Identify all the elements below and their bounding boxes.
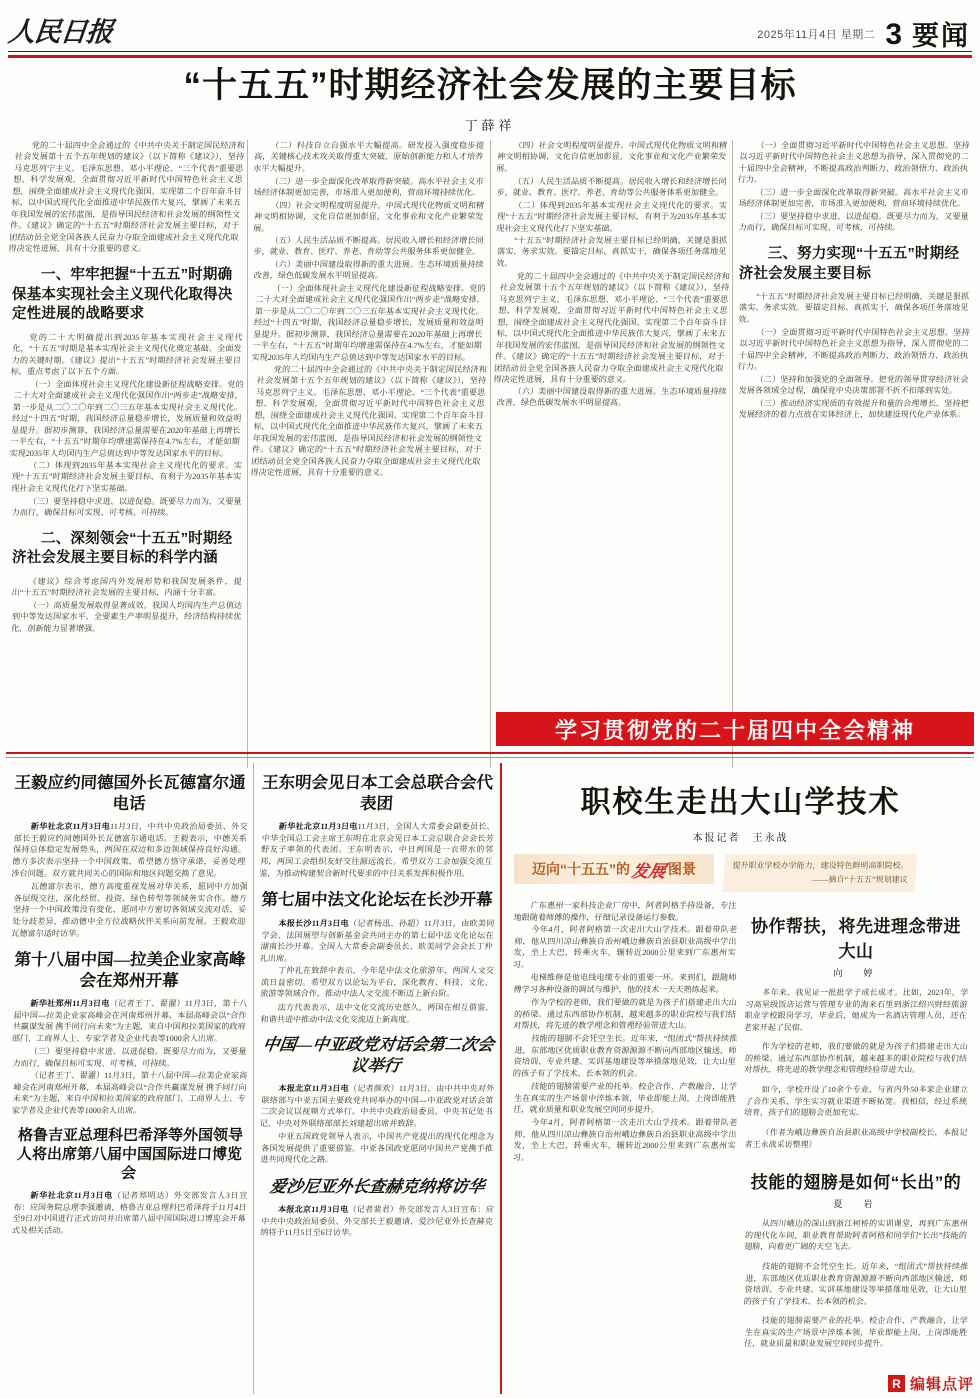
paragraph: （三）进一步全面深化改革取得新突破。高水平社会主义市场经济体制更加完善，市场准入更加便利，营商环境持续优化。 (738, 188, 969, 209)
paragraph: （五）人民生活品质不断提高。居民收入增长和经济增长同步，就业、教育、医疗、养老、育幼等公共服务体系更加健全。 (253, 236, 485, 257)
dateline: 本报长沙11月3日电 (278, 918, 350, 928)
article-text: 瓦德富尔表示，德方高度重视发展对华关系，愿同中方加强各层级交往，深化经贸、投资、绿色转型等领域务实合作。德方坚持一个中国政策没有变化，愿同中方密切各领域交流对话，妥处分歧差异，推动德中全方位战略伙伴关系向前发展。王毅欢迎瓦德富尔适时访华。 (11, 881, 248, 938)
article-body (259, 1083, 494, 1130)
feature-byline: 本报记者 王永战 (692, 833, 789, 844)
campaign-banner (496, 712, 974, 746)
feature-paragraph: 作为学校的老师，我们要做的就是为孩子们搭建走出大山的桥梁。通过东西部协作机制，越来越多的职业院校与我们结对帮扶，将先进的教学理念和管理经验带进大山。 (512, 997, 738, 1031)
sub-article-headline[interactable]: 技能的翅膀是如何“长出”的 (750, 1173, 962, 1193)
lead-intro: 党的二十届四中全会通过的《中共中央关于制定国民经济和社会发展第十五个五年规划的建议》（以下简称《建议》），坚持马克思列宁主义、毛泽东思想、邓小平理论、“三个代表”重要思想、科学发展观，全面贯彻习近平新时代中国特色社会主义思想，围绕全面建成社会主义现代化强国、实现第二个百年奋斗目标，以中国式现代化全面推进中华民族伟大复兴，擘画了未来五年我国发展的宏伟蓝图，是指导国民经济和社会发展的纲领性文件。《建议》确定的“十五五”时期经济社会发展主要目标，对于团结动员全党全国各族人民奋力夺取全面建成社会主义现代化取得决定性进展，具有十分重要的意义。 (8, 141, 246, 254)
article-body (259, 918, 494, 965)
sub-article-headline[interactable]: 协作帮扶，将先进理念带进大山 (751, 917, 961, 961)
publication-date: 2025年11月4日 星期二 (757, 29, 876, 41)
sub-article-paragraph: 如今，学校开设了10余个专业，与省内外50多家企业建立了合作关系，学生实习就业渠道不断拓宽。我相信，经过系统培育，孩子们的翅膀会更加充实。 (743, 1085, 969, 1118)
paragraph: （五）人民生活品质不断提高。居民收入增长和经济增长同步，就业、教育、医疗、养老、育幼等公共服务体系更加健全。 (495, 176, 727, 198)
lead-headline-block (6, 58, 974, 140)
feature-paragraph: 今年4月，阿者阿格第一次走出大山学技术。跟着带队老师，他从四川凉山彝族自治州峨边彝族自治县职业高级中学出发，坐上大巴，转乘火车，辗转近2000公里来到广东惠州实习。 (512, 925, 738, 970)
section-heading-2: 二、深刻领会“十五五”时期经济社会发展主要目标的科学内涵 (12, 530, 233, 567)
article-text: （记者王丁、翟濯）11月3日，第十八届中国—拉美企业家高峰会在河南郑州开幕，本届高峰会以“合作共赢谋发展 携手同行向未来”为主题，来自中国和拉美国家的政府部门、工商界人士、专家学者及企业代表等1000余人出席。 (11, 1071, 248, 1116)
series-logo-badge (514, 854, 714, 884)
dateline: 本报北京11月3日电 (278, 1084, 350, 1094)
feature-paragraph: 技能的翅膀不会凭空生长。近年来，“组团式”帮扶持续推进，东部地区优质职业教育资源源源不断向西部地区输送，师资培训、专业共建、实训基地建设等举措落地见效，让大山里的孩子有了学技术、长本领的机会。 (512, 1034, 738, 1079)
article-headline[interactable]: 第十八届中国—拉美企业家高峰会在郑州开幕 (14, 949, 247, 990)
paragraph: （一）全面贯彻习近平新时代中国特色社会主义思想。坚持以习近平新时代中国特色社会主义思想为指导，深入贯彻党的二十届四中全会精神，不断提高政治判断力、政治领悟力、政治执行力。 (737, 141, 970, 185)
article-body (11, 998, 247, 1045)
page-title: “十五五”时期经济社会发展的主要目标 (183, 66, 797, 105)
article-text: （记者郑明达）外交部发言人3日宣布：应国务院总理李强邀请，格鲁吉亚总理科巴希泽将于11月4日至9日对中国进行正式访问并出席第八届中国国际进口博览会开幕式及相关活动。 (11, 1191, 248, 1236)
article-text: （记者颜欢）11月3日，由中共中央对外联络部与中亚五国主要政党共同举办的中国—中亚政党对话会第二次会议以视频方式举行。中共中央政治局委员、中央书记处书记、中央对外联络部部长刘建超出席并致辞。 (259, 1084, 495, 1129)
feature-paragraph: 电梯维修是他电线电缆专业的重要一环。来到们，跟随师傅学习各种设备的调试与维护，他的技术一天天熟练起来。 (513, 973, 737, 995)
paragraph: “十五五”时期经济社会发展主要目标已经明确，关键是狠抓落实、务求实效。要锚定目标、真抓实干，确保各项任务落地见效。 (495, 236, 727, 269)
section-divider-gray (6, 757, 974, 758)
article-body (259, 821, 495, 880)
paragraph: 《建议》综合考虑国内外发展形势和我国发展条件，提出“十五五”时期经济社会发展的主要目标，内涵十分丰富。 (11, 576, 242, 598)
article-headline[interactable]: 格鲁吉亚总理科巴希泽等外国领导人将出席第八届中国国际进口博览会 (16, 1128, 244, 1182)
article-headline[interactable]: 爱沙尼亚外长查赫克纳将访华 (268, 1176, 486, 1196)
paragraph: 党的二十大明确提出到2035年基本实现社会主义现代化，“十五五”时期是基本实现社会主义现代化奠定基础、全面发力的关键时期。《建议》提出“十五五”时期经济社会发展主要目标，重点考虑了以下五个方面。 (10, 332, 243, 377)
paragraph: （一）高质量发展取得显著成效。我国人均国内生产总值达到中等发达国家水平，全要素生产率明显提升，经济结构持续优化，创新能力显著增强。 (10, 600, 243, 633)
masthead-rule (8, 51, 972, 52)
section-heading-3: 三、努力实现“十五五”时期经济社会发展主要目标 (738, 246, 960, 282)
dateline: 新华社北京11月3日电 (30, 822, 111, 832)
masthead (6, 0, 974, 50)
newspaper-logo: 人民日报 (6, 17, 114, 47)
campaign-banner-text: 学习贯彻党的二十届四中全会精神 (554, 717, 915, 743)
editor-comment-badge (888, 1373, 974, 1394)
series-logo-prefix: 迈向“十五五”的 (532, 861, 630, 877)
feature-paragraph: 今年4月，阿者阿格第一次走出大山学技术。跟着带队老师，他从四川凉山彝族自治州峨边彝族自治县职业高级中学出发，坐上大巴，转乘火车，辗转近2000公里来到广东惠州实习。 (512, 1118, 738, 1163)
section-heading-1: 一、牢牢把握“十五五”时期确保基本实现社会主义现代化取得决定性进展的战略要求 (12, 267, 233, 323)
lead-article-body (6, 140, 974, 768)
article-body (11, 1190, 247, 1237)
policy-quote-text: 提升职业学校办学能力，建设特色鲜明高职院校。 (732, 861, 909, 870)
sub-article-paragraph: 作为学校的老师，我们要做的就是为孩子们搭建走出大山的桥梁。通过东西部协作机制，越来越多的职业院校与我们结对帮扶，将先进的教学理念和管理经验带进大山。 (743, 1042, 969, 1075)
series-logo-suffix: 图景 (668, 861, 696, 877)
article-headline[interactable]: 王毅应约同德国外长瓦德富尔通电话 (14, 773, 247, 813)
sub-article-credit: （作者为峨边彝族自治县职业高级中学校副校长，本报记者王永战采访整理） (744, 1127, 968, 1149)
dateline: 新华社北京11月3日电 (30, 1191, 114, 1201)
policy-quote-box (723, 854, 918, 892)
paragraph: （六）美丽中国建设取得新的重大进展。生态环境质量持续改善，绿色低碳发展水平明显提高。 (495, 387, 727, 408)
dateline: 新华社北京11月3日电 (278, 822, 358, 832)
lower-column-2 (254, 763, 502, 1394)
lead-byline: 丁薛祥 (464, 118, 516, 134)
series-logo-accent: 发展 (629, 861, 668, 881)
article-headline[interactable]: 王东明会见日本工会总联合会代表团 (261, 773, 494, 813)
paragraph: （三）推动经济实现质的有效提升和量的合理增长。坚持把发展经济的着力点放在实体经济上，加快建设现代化产业体系。 (738, 398, 969, 420)
article-text: 11月3日，全国人大常委会副委员长、中华全国总工会主席王东明在北京会见日本工会总联合会会长芳野友子率领的代表团。王东明表示，中日两国是一衣带水的邻邦，两国工会组织友好交往源远流长。希望双方工会加强交流互鉴，为推动构建契合新时代要求的中日关系发挥积极作用。 (259, 822, 495, 879)
sub-article-byline: 夏 岩 (833, 1199, 879, 1210)
paragraph: 党的二十届四中全会通过的《中共中央关于制定国民经济和社会发展第十五个五年规划的建议》（以下简称《建议》），坚持马克思列宁主义、毛泽东思想、邓小平理论、“三个代表”重要思想、科学发展观，全面贯彻习近平新时代中国特色社会主义思想，围绕全面建成社会主义现代化强国、实现第二个百年奋斗目标，以中国式现代化全面推进中华民族伟大复兴，擘画了未来五年我国发展的宏伟蓝图，是指导国民经济和社会发展的纲领性文件。《建议》确定的“十五五”时期经济社会发展主要目标，对于团结动员全党全国各族人民奋力夺取全面建成社会主义现代化取得决定性进展，具有十分重要的意义。 (492, 271, 730, 384)
policy-quote-source: ——摘自“十五五”规划建议 (812, 875, 908, 884)
paragraph: （一）全面贯彻习近平新时代中国特色社会主义思想。坚持以习近平新时代中国特色社会主义思想为指导，深入贯彻党的二十届四中全会精神，不断提高政治判断力、政治领悟力、政治执行力。 (737, 327, 970, 372)
paragraph: （二）坚持和加强党的全面领导。把党的领导贯穿经济社会发展各领域全过程，确保党中央决策部署不折不扣落到实处。 (738, 374, 969, 396)
paragraph: （二）科技自立自强水平大幅提高。研发投入强度稳步提高，关键核心技术攻关取得重大突破，原始创新能力和人才培养水平大幅提升。 (253, 141, 485, 174)
article-text: 中亚五国政党领导人表示，中国共产党提出的现代化理念为各国发展提供了重要借鉴。中亚各国政党愿同中国共产党携手推进共同现代化之路。 (259, 1132, 495, 1165)
paragraph: （三）要坚持稳中求进、以进促稳。既要尽力而为，又要量力而行，确保目标可实现、可考核、可持续。 (11, 496, 242, 518)
feature-columns (514, 900, 967, 1358)
sub-article-paragraph: 多年来，我见证一批批学子成长成才。比如，2023年，学习高星级饭店运营与管理专业的海来石里到浙江绍兴财经旅游职业学校跟岗学习，毕业后，她成为一名酒店管理人员，还在老家开起了民宿。 (743, 988, 969, 1032)
paragraph: （三）进一步全面深化改革取得新突破。高水平社会主义市场经济体制更加完善，市场准入更加便利，营商环境持续优化。 (253, 176, 485, 198)
sub-article-byline: 向 婷 (833, 968, 879, 978)
paragraph: （三）要坚持稳中求进、以进促稳。既要尽力而为，又要量力而行，确保目标可实现、可考核、可持续。 (738, 212, 969, 233)
article-text: （记者杨迅、孙超）11月3日，由欧美同学会、法国展望与创新基金会共同主办的第七届中法文化论坛在湖南长沙开幕。全国人大常委会副委员长、欧美同学会会长丁仲礼出席。 (259, 918, 495, 963)
lower-column-1 (6, 763, 254, 1394)
paragraph: （四）社会文明程度明显提升。中国式现代化物质文明和精神文明相协调，文化自信更加彰显，文化事业和文化产业繁荣发展。 (253, 200, 485, 233)
editor-badge-label: 编辑点评 (909, 1376, 974, 1393)
sub-article-paragraph: 技能的翅膀不会凭空生长。近年来，“组团式”帮扶持续推进，东部地区优质职业教育资源源源不断向西部地区输送，师资培训、专业共建、实训基地建设等举措落地见效，让大山里的孩子有了学技术、长本领的机会。 (743, 1261, 969, 1306)
feature-paragraph: 广东惠州一家科技企业厂房中，阿者阿格手持设备，专注地跟随着师傅的操作，仔细记录设备运行参数。 (513, 901, 737, 922)
lead-column-3 (491, 140, 733, 768)
section-divider-red (6, 752, 974, 754)
sub-article-paragraph: 从四川峨边的深山到浙江柯桥的实训课堂，再到广东惠州的现代化车间，职业教育帮助阿者阿格和同学们“长出”技能的翅膀，向着更广阔的天空飞去。 (743, 1219, 969, 1252)
lead-column-4 (733, 140, 974, 768)
dateline: 新华社郑州11月3日电 (30, 998, 110, 1008)
lead-column-1 (6, 140, 248, 768)
lower-section (6, 763, 974, 1394)
paragraph: （六）美丽中国建设取得新的重大进展。生态环境质量持续改善，绿色低碳发展水平明显提高。 (253, 260, 485, 281)
lower-column-feature (502, 763, 974, 1394)
paragraph: （一）全面体现社会主义现代化建设新征程战略安排。党的二十大对全面建成社会主义现代化强国作出“两步走”战略安排，第一步是从二〇二〇年到二〇三五年基本实现社会主义现代化。经过“十四五”时期，我国经济总量稳步增长，发展质量和效益明显提升。据初步测算，我国经济总量需要在2020年基础上再增长一半左右，“十五五”时期年均增速需保持在4.7%左右，才能如期实现2035年人均国内生产总值达到中等发达国家水平的目标。 (251, 284, 487, 362)
paragraph: （四）社会文明程度明显提升。中国式现代化物质文明和精神文明相协调，文化自信更加彰显，文化事业和文化产业繁荣发展。 (495, 141, 727, 174)
page-number: 3 (885, 18, 902, 51)
article-body (260, 1204, 494, 1239)
paragraph: “十五五”时期经济社会发展主要目标已经明确，关键是狠抓落实、务求实效。要锚定目标、真抓实干，确保各项任务落地见效。 (737, 292, 970, 325)
masthead-right (757, 18, 970, 51)
article-text: 丁仲礼在致辞中表示，今年是中法文化旅游年，两国人文交流日益密切。希望双方以论坛为平台，深化教育、科技、文化、旅游等领域合作，推动中法人文交流不断迈上新台阶。 (259, 966, 495, 999)
feature-top-row (514, 854, 967, 892)
article-body (11, 821, 248, 880)
article-text: 11月3日，中共中央政治局委员、外交部长王毅应约同德国外长瓦德富尔通电话。王毅表示，中德关系保持总体稳定发展势头，两国在双边和多边领域保持良好沟通。德方多次表示坚持一个中国政策，希望德方恪守承诺，妥善处理涉台问题。双方就共同关心的国际和地区问题交换了意见。 (11, 822, 248, 879)
editor-badge-mark: R (888, 1375, 905, 1392)
feature-paragraph: 技能的翅膀需要产业的托举。校企合作、产教融合，让学生在真实的生产场景中淬炼本领，毕业即能上岗，上岗即能胜任，就业质量和职业发展空间同步提升。 (512, 1082, 738, 1115)
sub-article-paragraph: 技能的翅膀需要产业的托举。校企合作、产教融合，让学生在真实的生产场景中淬炼本领，毕业即能上岗，上岗即能胜任，就业质量和职业发展空间同步提升。 (743, 1316, 969, 1349)
article-text: （记者裴君）外交部发言人3日宣布：应中共中央政治局委员、外交部长王毅邀请，爱沙尼亚外长查赫克纳将于11月5日至6日访华。 (259, 1205, 495, 1238)
paragraph: （一）全面体现社会主义现代化建设新征程战略安排。党的二十大对全面建成社会主义现代化强国作出“两步走”战略安排，第一步是从二〇二〇年到二〇三五年基本实现社会主义现代化。经过“十四五”时期，我国经济总量稳步增长，发展质量和效益明显提升。据初步测算，我国经济总量需要在2020年基础上再增长一半左右，“十五五”时期年均增速需保持在4.7%左右，才能如期实现2035年人均国内生产总值达到中等发达国家水平的目标。 (9, 379, 244, 458)
paragraph: （二）体现到2035年基本实现社会主义现代化的要求。实现“十五五”时期经济社会发展主要目标，有利于为2035年基本实现社会主义现代化打下坚实基础。 (10, 461, 243, 494)
article-headline[interactable]: 中国—中亚政党对话会第二次会议举行 (261, 1035, 496, 1075)
feature-headline[interactable]: 职校生走出大山学技术 (580, 786, 901, 819)
feature-col-b (745, 900, 967, 1358)
article-text: （记者王丁、翟濯）11月3日，第十八届中国—拉美企业家高峰会在河南郑州开幕，本届高峰会以“合作共赢谋发展 携手同行向未来”为主题，来自中国和拉美国家的政府部门、工商界人士、专家学者及企业代表等1000余人出席。 (11, 998, 248, 1044)
article-headline[interactable]: 第七届中法文化论坛在长沙开幕 (261, 889, 494, 909)
article-text: （三）要坚持稳中求进、以进促稳。既要尽力而为，又要量力而行，确保目标可实现、可考核、可持续。 (12, 1046, 247, 1068)
article-text: 法方代表表示，法中文化交流历史悠久，两国在相互借鉴、和谐共进中推动中法文化交流迈上新高度。 (260, 1002, 494, 1024)
feature-col-a (514, 900, 736, 1358)
paragraph: （二）体现到2035年基本实现社会主义现代化的要求。实现“十五五”时期经济社会发展主要目标，有利于为2035年基本实现社会主义现代化打下坚实基础。 (495, 200, 727, 233)
section-name: 要闻 (912, 20, 970, 51)
dateline: 本报北京11月3日电 (277, 1205, 349, 1215)
paragraph: 党的二十届四中全会通过的《中共中央关于制定国民经济和社会发展第十五个五年规划的建议》（以下简称《建议》），坚持马克思列宁主义、毛泽东思想、邓小平理论、“三个代表”重要思想、科学发展观，全面贯彻习近平新时代中国特色社会主义思想，围绕全面建成社会主义现代化强国、实现第二个百年奋斗目标，以中国式现代化全面推进中华民族伟大复兴，擘画了未来五年我国发展的宏伟蓝图，是指导国民经济和社会发展的纲领性文件。《建议》确定的“十五五”时期经济社会发展主要目标，对于团结动员全党全国各族人民奋力夺取全面建成社会主义现代化取得决定性进展，具有十分重要的意义。 (250, 365, 488, 478)
lead-column-2 (248, 140, 490, 768)
